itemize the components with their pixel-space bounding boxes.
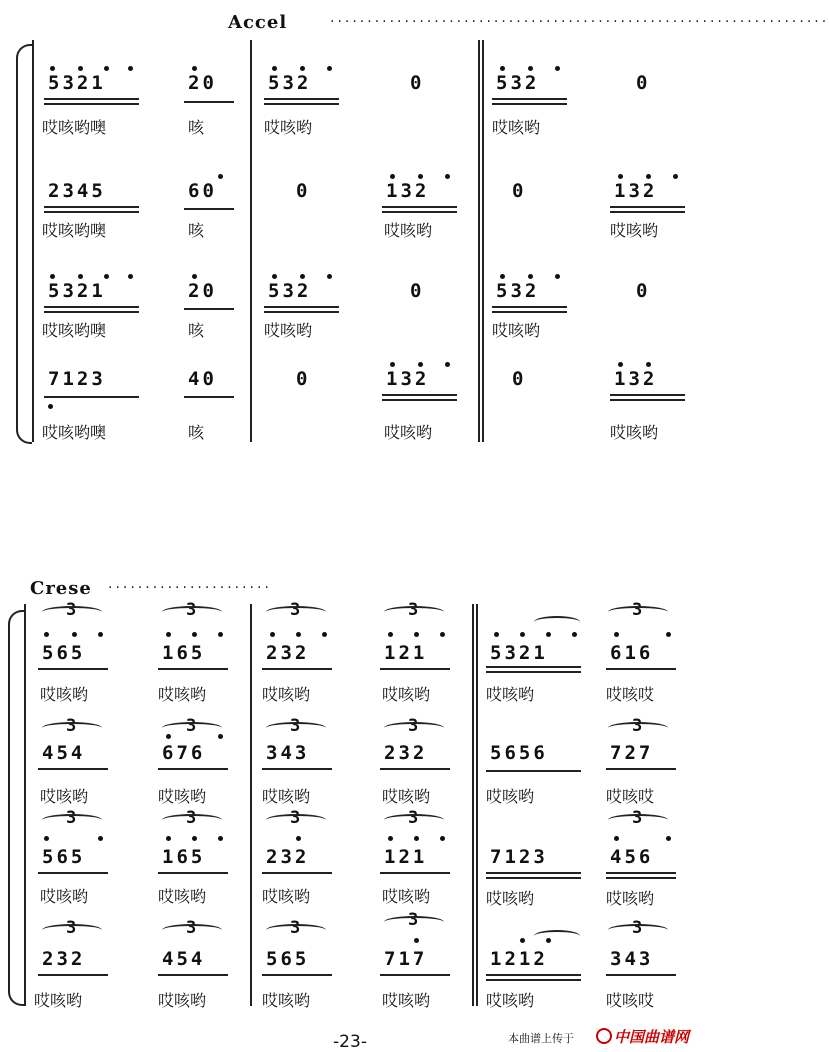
notes-s2-r1-c1: 565 — [42, 642, 86, 664]
barline-1-1 — [250, 40, 252, 442]
notes-s2-r4-c2: 454 — [162, 948, 206, 970]
notes-s1-r2-c2: 60 — [188, 180, 217, 202]
beam-line — [380, 872, 450, 874]
notes-s2-r3-c1: 565 — [42, 846, 86, 868]
triplet-arc — [608, 606, 668, 618]
barline-start-2 — [24, 604, 26, 1006]
lyric-s1-r4-c6: 哎咳哟 — [610, 423, 659, 442]
lyric-s2-r3-c2: 哎咳哟 — [158, 887, 207, 906]
triplet-label: 3 — [66, 918, 77, 938]
triplet-label: 3 — [66, 808, 77, 828]
lyric-s1-r3-c3: 哎咳哟 — [264, 321, 313, 340]
barline-2-1 — [250, 604, 252, 1006]
beam-line — [492, 306, 567, 308]
tempo-marking-accel: Accel — [228, 12, 288, 33]
beam-line — [262, 872, 332, 874]
triplet-label: 3 — [632, 918, 643, 938]
beam-line — [486, 770, 581, 772]
beam-line — [44, 103, 139, 105]
octave-dot — [300, 274, 305, 279]
lyric-s1-r3-c2: 咳 — [188, 321, 205, 340]
beam-line — [44, 211, 139, 213]
triplet-label: 3 — [290, 600, 301, 620]
octave-dot — [44, 836, 49, 841]
lyric-s2-r3-c4: 哎咳哟 — [382, 887, 431, 906]
beam-line — [44, 206, 139, 208]
triplet-arc — [162, 606, 222, 618]
octave-dot — [78, 274, 83, 279]
beam-line — [486, 877, 581, 879]
lyric-s2-r3-c3: 哎咳哟 — [262, 887, 311, 906]
triplet-label: 3 — [66, 600, 77, 620]
notes-s2-r1-c3: 232 — [266, 642, 310, 664]
triplet-arc — [162, 814, 222, 826]
beam-line — [158, 974, 228, 976]
triplet-arc — [608, 924, 668, 936]
octave-dot — [646, 362, 651, 367]
triplet-label: 3 — [290, 716, 301, 736]
octave-dot — [50, 274, 55, 279]
octave-dot — [614, 632, 619, 637]
triplet-arc — [42, 814, 102, 826]
triplet-label: 3 — [186, 918, 197, 938]
octave-dot — [218, 836, 223, 841]
lyric-s1-r3-c1: 哎咳哟噢 — [42, 321, 107, 340]
beam-line — [606, 974, 676, 976]
triplet-label: 3 — [186, 808, 197, 828]
triplet-arc — [266, 814, 326, 826]
octave-dot — [166, 734, 171, 739]
notes-s2-r2-c5: 5656 — [490, 742, 548, 764]
triplet-label: 3 — [632, 716, 643, 736]
octave-dot — [546, 632, 551, 637]
notes-s1-r3-c3: 532 — [268, 280, 312, 302]
octave-dot — [327, 274, 332, 279]
octave-dot — [445, 174, 450, 179]
notes-s1-r4-c3: 0 — [296, 368, 311, 390]
beam-line — [38, 974, 108, 976]
triplet-label: 3 — [632, 600, 643, 620]
octave-dot — [192, 632, 197, 637]
notes-s1-r3-c5: 532 — [496, 280, 540, 302]
octave-dot — [218, 174, 223, 179]
lyric-s2-r1-c3: 哎咳哟 — [262, 685, 311, 704]
beam-line — [380, 668, 450, 670]
octave-dot — [666, 836, 671, 841]
beam-line — [262, 974, 332, 976]
triplet-label: 3 — [408, 910, 419, 930]
barline-start-1 — [32, 40, 34, 442]
triplet-arc — [384, 606, 444, 618]
lyric-s1-r2-c1: 哎咳哟噢 — [42, 221, 107, 240]
logo-mark-icon — [596, 1028, 612, 1044]
octave-dot — [270, 632, 275, 637]
lyric-s1-r4-c4: 哎咳哟 — [384, 423, 433, 442]
triplet-arc — [42, 606, 102, 618]
beam-line — [264, 103, 339, 105]
octave-dot — [440, 836, 445, 841]
octave-dot — [128, 274, 133, 279]
octave-dot — [418, 174, 423, 179]
triplet-label: 3 — [632, 808, 643, 828]
notes-s2-r2-c6: 727 — [610, 742, 654, 764]
octave-dot — [166, 836, 171, 841]
beam-line — [382, 394, 457, 396]
lyric-s1-r2-c6: 哎咳哟 — [610, 221, 659, 240]
octave-dot — [388, 632, 393, 637]
barline-1-2b — [482, 40, 484, 442]
octave-dot — [98, 632, 103, 637]
slur-arc — [534, 616, 580, 628]
octave-dot — [192, 274, 197, 279]
page-number: -23- — [333, 1032, 367, 1052]
notes-s1-r2-c6: 132 — [614, 180, 658, 202]
octave-dot — [390, 362, 395, 367]
barline-1-2 — [478, 40, 480, 442]
accel-dotted-extension: ··································································· — [330, 14, 829, 30]
octave-dot — [72, 632, 77, 637]
octave-dot — [128, 66, 133, 71]
triplet-label: 3 — [408, 808, 419, 828]
beam-line — [184, 396, 234, 398]
octave-dot — [300, 66, 305, 71]
slur-arc — [534, 930, 580, 942]
notes-s2-r4-c3: 565 — [266, 948, 310, 970]
notes-s1-r4-c1: 7123 — [48, 368, 106, 390]
triplet-arc — [42, 722, 102, 734]
octave-dot — [614, 836, 619, 841]
notes-s1-r1-c6: 0 — [636, 72, 651, 94]
octave-dot — [546, 938, 551, 943]
lyric-s2-r2-c1: 哎咳哟 — [40, 787, 89, 806]
notes-s1-r4-c2: 40 — [188, 368, 217, 390]
beam-line — [382, 211, 457, 213]
lyric-s1-r2-c4: 哎咳哟 — [384, 221, 433, 240]
notes-s1-r3-c1: 5321 — [48, 280, 106, 302]
beam-line — [158, 768, 228, 770]
notes-s1-r1-c3: 532 — [268, 72, 312, 94]
site-logo[interactable] — [596, 1026, 689, 1047]
lyric-s1-r1-c1: 哎咳哟噢 — [42, 118, 107, 137]
beam-line — [492, 98, 567, 100]
notes-s2-r3-c4: 121 — [384, 846, 428, 868]
barline-2-2 — [472, 604, 474, 1006]
beam-line — [158, 872, 228, 874]
beam-line — [38, 872, 108, 874]
beam-line — [44, 306, 139, 308]
triplet-label: 3 — [290, 808, 301, 828]
octave-dot — [98, 836, 103, 841]
beam-line — [44, 311, 139, 313]
beam-line — [262, 668, 332, 670]
octave-dot — [50, 66, 55, 71]
beam-line — [486, 666, 581, 668]
notes-s1-r3-c4: 0 — [410, 280, 425, 302]
triplet-arc — [266, 606, 326, 618]
triplet-arc — [384, 814, 444, 826]
octave-dot — [528, 66, 533, 71]
octave-dot — [673, 174, 678, 179]
triplet-label: 3 — [290, 918, 301, 938]
beam-line — [184, 101, 234, 103]
triplet-arc — [42, 924, 102, 936]
lyric-s2-r1-c2: 哎咳哟 — [158, 685, 207, 704]
site-logo-text: 中国曲谱网 — [614, 1028, 690, 1046]
notes-s1-r3-c6: 0 — [636, 280, 651, 302]
barline-2-2b — [476, 604, 478, 1006]
lyric-s2-r3-c6: 哎咳哟 — [606, 889, 655, 908]
octave-dot — [218, 734, 223, 739]
octave-dot — [272, 66, 277, 71]
notes-s1-r1-c1: 5321 — [48, 72, 106, 94]
octave-dot — [520, 938, 525, 943]
beam-line — [380, 768, 450, 770]
lyric-s2-r4-c6: 哎咳哎 — [606, 991, 655, 1010]
octave-dot — [296, 632, 301, 637]
beam-line — [44, 98, 139, 100]
triplet-arc — [162, 722, 222, 734]
system-brace-1 — [16, 44, 32, 444]
beam-line — [486, 671, 581, 673]
lyric-s1-r4-c2: 咳 — [188, 423, 205, 442]
notes-s1-r4-c6: 132 — [614, 368, 658, 390]
upload-credit: 本曲谱上传于 — [508, 1032, 574, 1045]
octave-dot — [494, 632, 499, 637]
beam-line — [262, 768, 332, 770]
system-brace-2 — [8, 610, 24, 1006]
notes-s2-r3-c6: 456 — [610, 846, 654, 868]
octave-dot — [440, 632, 445, 637]
notes-s2-r1-c6: 616 — [610, 642, 654, 664]
beam-line — [486, 979, 581, 981]
notes-s1-r3-c2: 20 — [188, 280, 217, 302]
octave-dot — [322, 632, 327, 637]
beam-line — [158, 668, 228, 670]
beam-line — [382, 399, 457, 401]
lyric-s2-r3-c1: 哎咳哟 — [40, 887, 89, 906]
triplet-label: 3 — [408, 716, 419, 736]
notes-s2-r1-c2: 165 — [162, 642, 206, 664]
lyric-s2-r2-c6: 哎咳哎 — [606, 787, 655, 806]
octave-dot — [418, 362, 423, 367]
lyric-s2-r4-c5: 哎咳哟 — [486, 991, 535, 1010]
triplet-label: 3 — [408, 600, 419, 620]
beam-line — [606, 768, 676, 770]
triplet-arc — [384, 722, 444, 734]
octave-dot — [520, 632, 525, 637]
octave-dot — [104, 274, 109, 279]
lyric-s2-r4-c3: 哎咳哟 — [262, 991, 311, 1010]
octave-dot — [327, 66, 332, 71]
octave-dot — [500, 274, 505, 279]
lyric-s1-r1-c3: 哎咳哟 — [264, 118, 313, 137]
beam-line — [492, 103, 567, 105]
triplet-arc — [266, 722, 326, 734]
octave-dot — [528, 274, 533, 279]
beam-line — [38, 768, 108, 770]
notes-s1-r4-c5: 0 — [512, 368, 527, 390]
notes-s2-r3-c3: 232 — [266, 846, 310, 868]
octave-dot — [618, 362, 623, 367]
beam-line — [380, 974, 450, 976]
lyric-s1-r1-c5: 哎咳哟 — [492, 118, 541, 137]
notes-s1-r2-c1: 2345 — [48, 180, 106, 202]
octave-dot — [555, 274, 560, 279]
beam-line — [382, 206, 457, 208]
octave-dot — [414, 632, 419, 637]
triplet-label: 3 — [66, 716, 77, 736]
triplet-label: 3 — [186, 716, 197, 736]
lyric-s2-r1-c5: 哎咳哟 — [486, 685, 535, 704]
beam-line — [264, 311, 339, 313]
lyric-s2-r2-c5: 哎咳哟 — [486, 787, 535, 806]
beam-line — [610, 399, 685, 401]
notes-s1-r1-c5: 532 — [496, 72, 540, 94]
beam-line — [264, 306, 339, 308]
triplet-arc — [162, 924, 222, 936]
octave-dot — [414, 938, 419, 943]
lyric-s2-r2-c2: 哎咳哟 — [158, 787, 207, 806]
octave-dot — [78, 66, 83, 71]
octave-dot — [296, 836, 301, 841]
octave-dot — [218, 632, 223, 637]
notes-s2-r1-c5: 5321 — [490, 642, 548, 664]
beam-line — [606, 668, 676, 670]
octave-dot — [44, 632, 49, 637]
octave-dot — [272, 274, 277, 279]
octave-dot — [445, 362, 450, 367]
lyric-s1-r2-c2: 咳 — [188, 221, 205, 240]
beam-line — [610, 211, 685, 213]
beam-line — [610, 206, 685, 208]
lyric-s2-r1-c4: 哎咳哟 — [382, 685, 431, 704]
lyric-s1-r4-c1: 哎咳哟噢 — [42, 423, 107, 442]
crese-dotted-extension: ······················ — [108, 580, 272, 596]
notes-s2-r2-c3: 343 — [266, 742, 310, 764]
notes-s1-r1-c2: 20 — [188, 72, 217, 94]
octave-dot — [166, 632, 171, 637]
octave-dot — [192, 66, 197, 71]
notes-s1-r2-c5: 0 — [512, 180, 527, 202]
beam-line — [610, 394, 685, 396]
beam-line — [264, 98, 339, 100]
octave-dot — [192, 836, 197, 841]
notes-s2-r2-c2: 676 — [162, 742, 206, 764]
triplet-arc — [384, 916, 444, 928]
triplet-arc — [608, 814, 668, 826]
notes-s2-r4-c5: 1212 — [490, 948, 548, 970]
lyric-s2-r4-c1: 哎咳哟 — [34, 991, 83, 1010]
beam-line — [184, 208, 234, 210]
lyric-s2-r3-c5: 哎咳哟 — [486, 889, 535, 908]
octave-dot — [500, 66, 505, 71]
notes-s1-r1-c4: 0 — [410, 72, 425, 94]
lyric-s2-r2-c4: 哎咳哟 — [382, 787, 431, 806]
notes-s1-r4-c4: 132 — [386, 368, 430, 390]
notes-s1-r2-c3: 0 — [296, 180, 311, 202]
notes-s2-r2-c4: 232 — [384, 742, 428, 764]
lyric-s2-r4-c4: 哎咳哟 — [382, 991, 431, 1010]
lyric-s2-r1-c6: 哎咳哎 — [606, 685, 655, 704]
lyric-s1-r1-c2: 咳 — [188, 118, 205, 137]
octave-dot — [414, 836, 419, 841]
octave-dot — [388, 836, 393, 841]
notes-s2-r3-c2: 165 — [162, 846, 206, 868]
triplet-label: 3 — [186, 600, 197, 620]
notes-s2-r4-c1: 232 — [42, 948, 86, 970]
beam-line — [44, 396, 139, 398]
beam-line — [184, 308, 234, 310]
octave-dot — [572, 632, 577, 637]
lyric-s2-r2-c3: 哎咳哟 — [262, 787, 311, 806]
beam-line — [492, 311, 567, 313]
octave-dot — [390, 174, 395, 179]
octave-dot — [618, 174, 623, 179]
beam-line — [38, 668, 108, 670]
notes-s2-r1-c4: 121 — [384, 642, 428, 664]
notes-s1-r2-c4: 132 — [386, 180, 430, 202]
beam-line — [486, 974, 581, 976]
octave-dot — [666, 632, 671, 637]
beam-line — [606, 877, 676, 879]
octave-dot-below — [48, 404, 53, 409]
beam-line — [486, 872, 581, 874]
notes-s2-r3-c5: 7123 — [490, 846, 548, 868]
lyric-s1-r3-c5: 哎咳哟 — [492, 321, 541, 340]
octave-dot — [555, 66, 560, 71]
lyric-s2-r4-c2: 哎咳哟 — [158, 991, 207, 1010]
triplet-arc — [608, 722, 668, 734]
dynamic-marking-crese: Crese — [30, 578, 92, 599]
beam-line — [606, 872, 676, 874]
notes-s2-r4-c4: 717 — [384, 948, 428, 970]
octave-dot — [646, 174, 651, 179]
lyric-s2-r1-c1: 哎咳哟 — [40, 685, 89, 704]
octave-dot — [104, 66, 109, 71]
triplet-arc — [266, 924, 326, 936]
notes-s2-r4-c6: 343 — [610, 948, 654, 970]
notes-s2-r2-c1: 454 — [42, 742, 86, 764]
